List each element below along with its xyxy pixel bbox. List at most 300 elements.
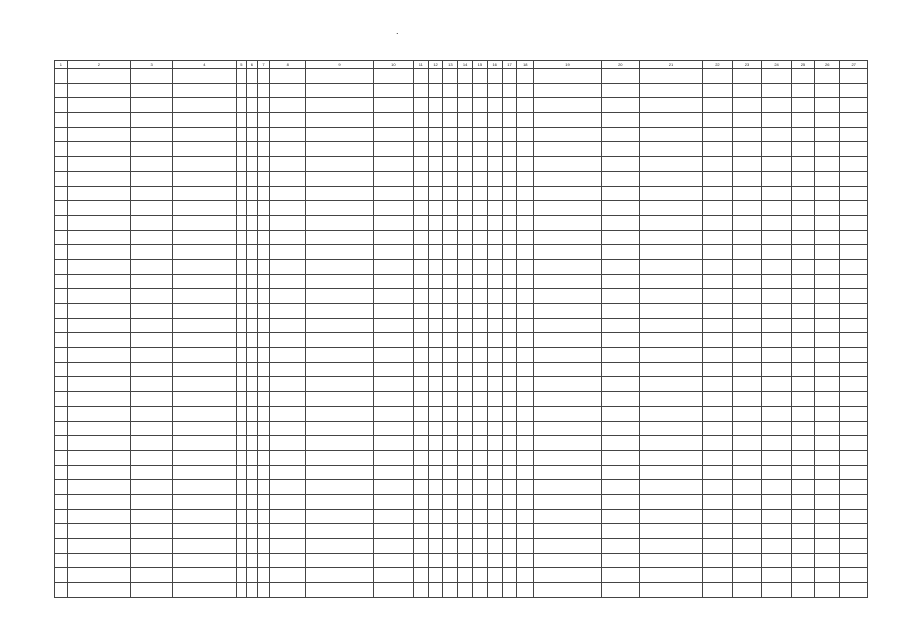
table-cell [473, 230, 488, 245]
table-cell [601, 215, 639, 230]
table-cell [815, 450, 840, 465]
table-cell [413, 377, 428, 392]
table-cell [601, 436, 639, 451]
table-cell [55, 69, 68, 84]
column-number-cell: 23 [732, 61, 762, 69]
table-cell [458, 127, 473, 142]
table-cell [732, 509, 762, 524]
table-cell [791, 524, 814, 539]
table-row [55, 304, 868, 319]
table-cell [487, 186, 502, 201]
table-cell [55, 553, 68, 568]
table-cell [247, 304, 258, 319]
table-cell [55, 406, 68, 421]
table-cell [257, 406, 270, 421]
table-cell [502, 142, 517, 157]
table-cell [703, 69, 733, 84]
table-cell [487, 406, 502, 421]
table-cell [257, 186, 270, 201]
table-cell [247, 274, 258, 289]
table-cell [306, 406, 374, 421]
table-cell [639, 230, 702, 245]
table-cell [55, 245, 68, 260]
table-cell [473, 69, 488, 84]
table-cell [517, 289, 534, 304]
table-cell [131, 348, 173, 363]
table-cell [67, 304, 130, 319]
table-cell [791, 201, 814, 216]
table-cell [173, 201, 236, 216]
table-cell [413, 348, 428, 363]
table-row [55, 157, 868, 172]
table-cell [173, 274, 236, 289]
table-cell [458, 186, 473, 201]
table-cell [236, 465, 247, 480]
table-cell [732, 583, 762, 598]
table-cell [131, 98, 173, 113]
table-cell [413, 259, 428, 274]
table-cell [517, 127, 534, 142]
table-cell [534, 539, 602, 554]
table-cell [413, 201, 428, 216]
table-cell [236, 421, 247, 436]
table-cell [815, 215, 840, 230]
table-cell [791, 98, 814, 113]
table-cell [487, 465, 502, 480]
table-cell [840, 245, 868, 260]
table-cell [791, 304, 814, 319]
table-cell [443, 142, 458, 157]
table-cell [517, 98, 534, 113]
table-cell [428, 524, 443, 539]
table-cell [55, 583, 68, 598]
table-cell [534, 83, 602, 98]
table-cell [458, 465, 473, 480]
table-cell [703, 568, 733, 583]
table-cell [270, 201, 306, 216]
table-cell [601, 245, 639, 260]
table-cell [306, 568, 374, 583]
table-cell [373, 113, 413, 128]
table-cell [306, 465, 374, 480]
table-cell [815, 333, 840, 348]
table-cell [373, 392, 413, 407]
table-cell [236, 304, 247, 319]
table-cell [840, 568, 868, 583]
table-cell [639, 465, 702, 480]
table-cell [428, 568, 443, 583]
table-cell [601, 230, 639, 245]
table-cell [373, 230, 413, 245]
table-cell [413, 362, 428, 377]
table-cell [639, 421, 702, 436]
table-cell [534, 142, 602, 157]
table-cell [428, 304, 443, 319]
table-cell [131, 509, 173, 524]
table-cell [703, 171, 733, 186]
table-cell [270, 509, 306, 524]
table-cell [703, 465, 733, 480]
table-cell [306, 98, 374, 113]
table-cell [791, 421, 814, 436]
table-cell [732, 142, 762, 157]
table-cell [306, 436, 374, 451]
table-cell [762, 377, 792, 392]
table-cell [257, 450, 270, 465]
table-cell [473, 362, 488, 377]
table-cell [173, 215, 236, 230]
table-cell [443, 157, 458, 172]
table-cell [815, 274, 840, 289]
table-cell [732, 259, 762, 274]
table-cell [517, 186, 534, 201]
table-cell [55, 201, 68, 216]
table-cell [270, 568, 306, 583]
table-cell [270, 421, 306, 436]
table-row [55, 83, 868, 98]
table-cell [732, 186, 762, 201]
table-cell [732, 524, 762, 539]
table-cell [173, 494, 236, 509]
table-cell [236, 480, 247, 495]
table-cell [373, 157, 413, 172]
table-cell [517, 230, 534, 245]
table-cell [840, 524, 868, 539]
table-cell [428, 186, 443, 201]
table-cell [487, 524, 502, 539]
table-cell [306, 142, 374, 157]
table-cell [601, 186, 639, 201]
table-cell [762, 392, 792, 407]
table-cell [487, 230, 502, 245]
table-cell [639, 98, 702, 113]
table-cell [443, 406, 458, 421]
table-cell [373, 171, 413, 186]
column-number-cell: 18 [517, 61, 534, 69]
table-cell [815, 171, 840, 186]
table-cell [791, 245, 814, 260]
table-cell [502, 289, 517, 304]
table-cell [502, 127, 517, 142]
table-cell [131, 539, 173, 554]
table-cell [67, 465, 130, 480]
table-cell [306, 494, 374, 509]
table-cell [413, 304, 428, 319]
table-cell [443, 465, 458, 480]
table-cell [270, 127, 306, 142]
table-cell [257, 421, 270, 436]
table-cell [815, 289, 840, 304]
table-cell [443, 553, 458, 568]
table-cell [257, 113, 270, 128]
table-row [55, 113, 868, 128]
table-cell [458, 480, 473, 495]
table-cell [67, 142, 130, 157]
table-cell [815, 69, 840, 84]
table-cell [791, 83, 814, 98]
table-cell [601, 201, 639, 216]
table-cell [639, 509, 702, 524]
table-cell [173, 539, 236, 554]
table-row [55, 348, 868, 363]
table-cell [270, 274, 306, 289]
table-cell [458, 157, 473, 172]
table-cell [502, 274, 517, 289]
table-cell [67, 539, 130, 554]
table-cell [791, 274, 814, 289]
table-cell [173, 465, 236, 480]
table-cell [55, 98, 68, 113]
table-cell [173, 83, 236, 98]
table-cell [732, 83, 762, 98]
table-cell [413, 157, 428, 172]
table-cell [732, 421, 762, 436]
table-cell [270, 480, 306, 495]
table-cell [762, 568, 792, 583]
table-cell [840, 83, 868, 98]
table-cell [487, 98, 502, 113]
table-cell [840, 274, 868, 289]
table-cell [703, 113, 733, 128]
table-cell [428, 377, 443, 392]
table-cell [534, 583, 602, 598]
table-cell [487, 553, 502, 568]
table-cell [732, 230, 762, 245]
table-cell [840, 406, 868, 421]
table-cell [373, 480, 413, 495]
table-cell [428, 289, 443, 304]
table-cell [815, 509, 840, 524]
table-cell [517, 436, 534, 451]
table-row [55, 127, 868, 142]
table-cell [131, 333, 173, 348]
table-cell [270, 113, 306, 128]
column-number-cell: 2 [67, 61, 130, 69]
table-cell [413, 245, 428, 260]
table-cell [517, 69, 534, 84]
table-cell [131, 377, 173, 392]
table-cell [236, 539, 247, 554]
table-cell [487, 362, 502, 377]
table-cell [815, 83, 840, 98]
table-cell [601, 83, 639, 98]
table-cell [732, 436, 762, 451]
table-cell [443, 568, 458, 583]
table-cell [270, 289, 306, 304]
table-cell [458, 450, 473, 465]
table-cell [55, 524, 68, 539]
table-cell [487, 348, 502, 363]
table-cell [131, 553, 173, 568]
table-cell [517, 245, 534, 260]
table-cell [55, 436, 68, 451]
table-cell [55, 157, 68, 172]
table-cell [247, 69, 258, 84]
column-number-cell: 10 [373, 61, 413, 69]
table-cell [703, 583, 733, 598]
table-row [55, 465, 868, 480]
table-cell [473, 274, 488, 289]
table-cell [413, 480, 428, 495]
table-cell [131, 186, 173, 201]
table-cell [236, 215, 247, 230]
table-cell [247, 421, 258, 436]
table-cell [601, 69, 639, 84]
table-row [55, 480, 868, 495]
table-cell [703, 494, 733, 509]
table-cell [270, 524, 306, 539]
table-cell [413, 392, 428, 407]
table-cell [601, 362, 639, 377]
table-cell [762, 157, 792, 172]
table-cell [840, 539, 868, 554]
table-cell [762, 304, 792, 319]
table-cell [131, 304, 173, 319]
table-cell [236, 348, 247, 363]
table-cell [413, 568, 428, 583]
table-cell [236, 494, 247, 509]
table-cell [67, 201, 130, 216]
table-cell [473, 318, 488, 333]
table-cell [247, 259, 258, 274]
table-cell [373, 259, 413, 274]
table-cell [236, 318, 247, 333]
table-cell [67, 215, 130, 230]
table-cell [173, 304, 236, 319]
table-cell [236, 201, 247, 216]
table-cell [487, 304, 502, 319]
register-table [54, 60, 868, 598]
table-cell [257, 465, 270, 480]
table-cell [840, 201, 868, 216]
table-cell [639, 583, 702, 598]
table-cell [257, 157, 270, 172]
table-cell [815, 494, 840, 509]
table-cell [639, 362, 702, 377]
table-row [55, 318, 868, 333]
table-cell [257, 392, 270, 407]
table-row [55, 215, 868, 230]
table-cell [257, 436, 270, 451]
table-cell [443, 348, 458, 363]
table-cell [247, 142, 258, 157]
table-cell [67, 436, 130, 451]
table-cell [601, 171, 639, 186]
table-cell [55, 568, 68, 583]
table-row [55, 274, 868, 289]
table-cell [247, 333, 258, 348]
table-cell [815, 186, 840, 201]
table-cell [270, 377, 306, 392]
table-cell [236, 186, 247, 201]
table-cell [306, 230, 374, 245]
column-number-cell: 21 [639, 61, 702, 69]
table-cell [270, 362, 306, 377]
table-cell [732, 539, 762, 554]
table-cell [247, 509, 258, 524]
table-cell [443, 450, 458, 465]
table-cell [815, 465, 840, 480]
table-cell [55, 465, 68, 480]
table-cell [703, 201, 733, 216]
table-cell [306, 127, 374, 142]
table-cell [732, 392, 762, 407]
table-cell [601, 377, 639, 392]
table-cell [502, 83, 517, 98]
table-cell [762, 274, 792, 289]
table-row [55, 230, 868, 245]
table-cell [67, 392, 130, 407]
table-cell [428, 318, 443, 333]
table-cell [270, 450, 306, 465]
table-cell [502, 450, 517, 465]
table-cell [534, 568, 602, 583]
table-row [55, 186, 868, 201]
table-cell [534, 318, 602, 333]
table-cell [534, 113, 602, 128]
table-cell [247, 113, 258, 128]
table-cell [257, 230, 270, 245]
table-cell [257, 142, 270, 157]
table-cell [306, 392, 374, 407]
table-cell [534, 348, 602, 363]
table-cell [473, 524, 488, 539]
table-cell [791, 142, 814, 157]
table-row [55, 421, 868, 436]
table-cell [257, 362, 270, 377]
table-cell [131, 142, 173, 157]
column-number-cell: 8 [270, 61, 306, 69]
table-cell [639, 201, 702, 216]
table-cell [306, 553, 374, 568]
table-cell [247, 348, 258, 363]
table-cell [55, 274, 68, 289]
table-cell [236, 127, 247, 142]
table-cell [487, 274, 502, 289]
table-cell [703, 259, 733, 274]
table-cell [791, 259, 814, 274]
table-cell [487, 509, 502, 524]
table-cell [601, 524, 639, 539]
table-cell [791, 362, 814, 377]
table-cell [502, 524, 517, 539]
table-cell [502, 69, 517, 84]
table-cell [458, 568, 473, 583]
table-row [55, 494, 868, 509]
table-cell [131, 69, 173, 84]
table-cell [443, 289, 458, 304]
table-cell [732, 480, 762, 495]
table-cell [247, 157, 258, 172]
table-cell [791, 465, 814, 480]
table-cell [473, 98, 488, 113]
table-cell [443, 436, 458, 451]
table-cell [236, 333, 247, 348]
table-cell [458, 348, 473, 363]
table-cell [270, 465, 306, 480]
table-cell [443, 215, 458, 230]
table-cell [732, 289, 762, 304]
table-cell [443, 201, 458, 216]
table-cell [257, 289, 270, 304]
table-cell [236, 509, 247, 524]
table-cell [639, 186, 702, 201]
table-cell [458, 392, 473, 407]
table-cell [67, 289, 130, 304]
table-cell [257, 377, 270, 392]
table-cell [791, 583, 814, 598]
table-cell [173, 480, 236, 495]
